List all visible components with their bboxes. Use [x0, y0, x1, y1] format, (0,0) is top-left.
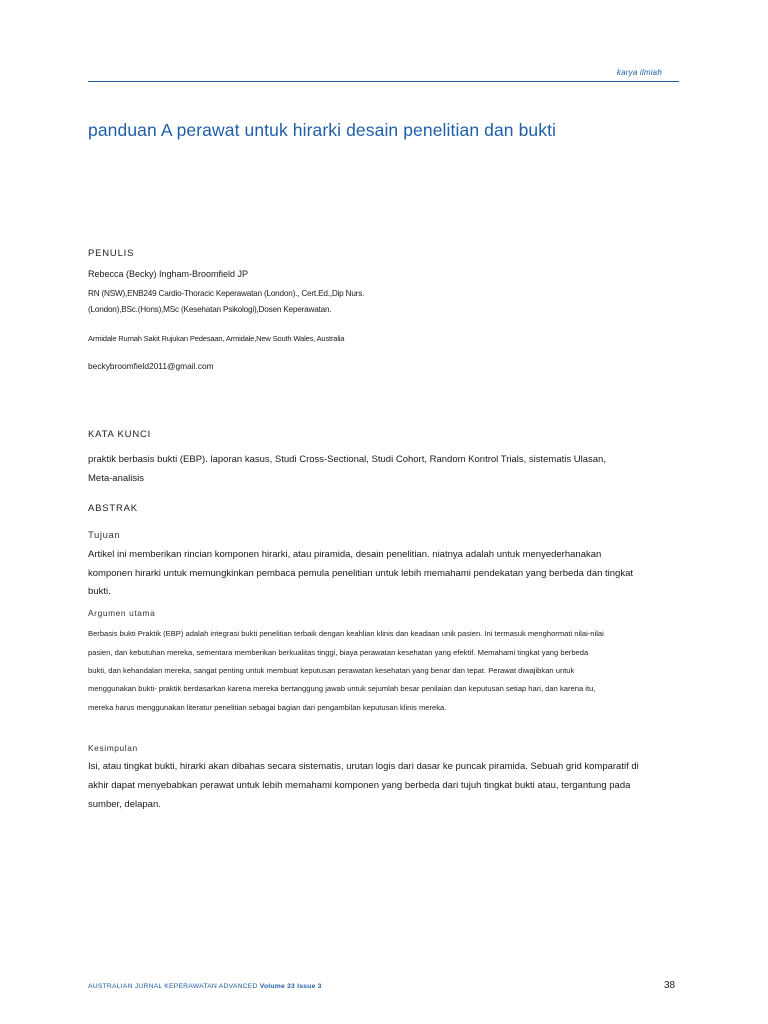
argument-line3: bukti, dan kehandalan mereka, sangat penting untuk membuat keputusan perawatan kesehatan yang benar dan tepat. Perawat diwajibkan untuk	[88, 666, 575, 675]
argument-line4: menggunakan bukti- praktik berdasarkan karena mereka bertanggung jawab untuk sejumlah besar penilaian dan keputusan setiap hari, dan karena itu,	[88, 684, 596, 693]
abstract-heading: ABSTRAK	[88, 503, 138, 514]
argument-line2: pasien, dan kebutuhan mereka, sementara memberikan berkualitas tinggi, biaya perawatan kesehatan yang efektif. Memahami tingkat yang berbeda	[88, 648, 589, 657]
author-credentials-line1: RN (NSW),ENB249 Cardio-Thoracic Keperawatan (London)., Cert.Ed.,Dip Nurs.	[88, 289, 365, 298]
footer-journal-title: AUSTRALIAN JURNAL KEPERAWATAN ADVANCED	[88, 983, 258, 990]
author-name: Rebecca (Becky) Ingham-Broomfield JP	[88, 269, 249, 279]
running-header-label: karya ilmiah	[616, 68, 662, 77]
objective-heading: Tujuan	[88, 530, 121, 541]
argument-heading: Argumen utama	[88, 608, 156, 618]
keywords-line1: praktik berbasis bukti (EBP). laporan kasus, Studi Cross-Sectional, Studi Cohort, Random Kontrol Trials, sistematis Ulasan,	[88, 454, 606, 465]
conclusion-line3: sumber, delapan.	[88, 799, 161, 810]
authors-heading: PENULIS	[88, 248, 135, 259]
objective-line1: Artikel ini memberikan rincian komponen hirarki, atau piramida, desain penelitian. niatnya adalah untuk menyederhanakan	[88, 549, 602, 560]
footer-volume: Volume 33 Issue 3	[259, 983, 322, 990]
author-credentials-line2: (London),BSc.(Hons),MSc (Kesehatan Psikologi),Dosen Keperawatan.	[88, 305, 332, 314]
conclusion-line2: akhir dapat menyebabkan perawat untuk lebih memahami komponen yang berbeda dari tujuh tingkat bukti atau, tergantung pada	[88, 780, 631, 791]
page-number: 38	[664, 980, 676, 991]
conclusion-line1: Isi, atau tingkat bukti, hirarki akan dibahas secara sistematis, urutan logis dari dasar ke puncak piramida. Sebuah grid komparatif di	[88, 761, 639, 772]
objective-line3: bukti.	[88, 586, 111, 597]
keywords-line2: Meta-analisis	[88, 473, 144, 484]
footer-journal-name	[88, 983, 322, 990]
argument-line5: mereka harus menggunakan literatur penelitian sebagai bagian dari pengambilan keputusan klinis mereka.	[88, 703, 447, 712]
author-email: beckybroomfield2011@gmail.com	[88, 361, 214, 371]
keywords-heading: KATA KUNCI	[88, 429, 152, 440]
argument-line1: Berbasis bukti Praktik (EBP) adalah integrasi bukti penelitian terbaik dengan keahlian klinis dan keadaan unik pasien. Ini termasuk menghormati nilai-nilai	[88, 629, 604, 638]
article-title: panduan A perawat untuk hirarki desain penelitian dan bukti	[88, 120, 557, 140]
objective-line2: komponen hirarki untuk memungkinkan pembaca pemula penelitian untuk lebih memahami pendekatan yang berbeda dan tingkat	[88, 568, 634, 579]
header-rule	[88, 81, 679, 82]
author-affiliation: Armidale Rumah Sakit Rujukan Pedesaan, Armidale,New South Wales, Australia	[88, 334, 345, 343]
conclusion-heading: Kesimpulan	[88, 743, 138, 753]
